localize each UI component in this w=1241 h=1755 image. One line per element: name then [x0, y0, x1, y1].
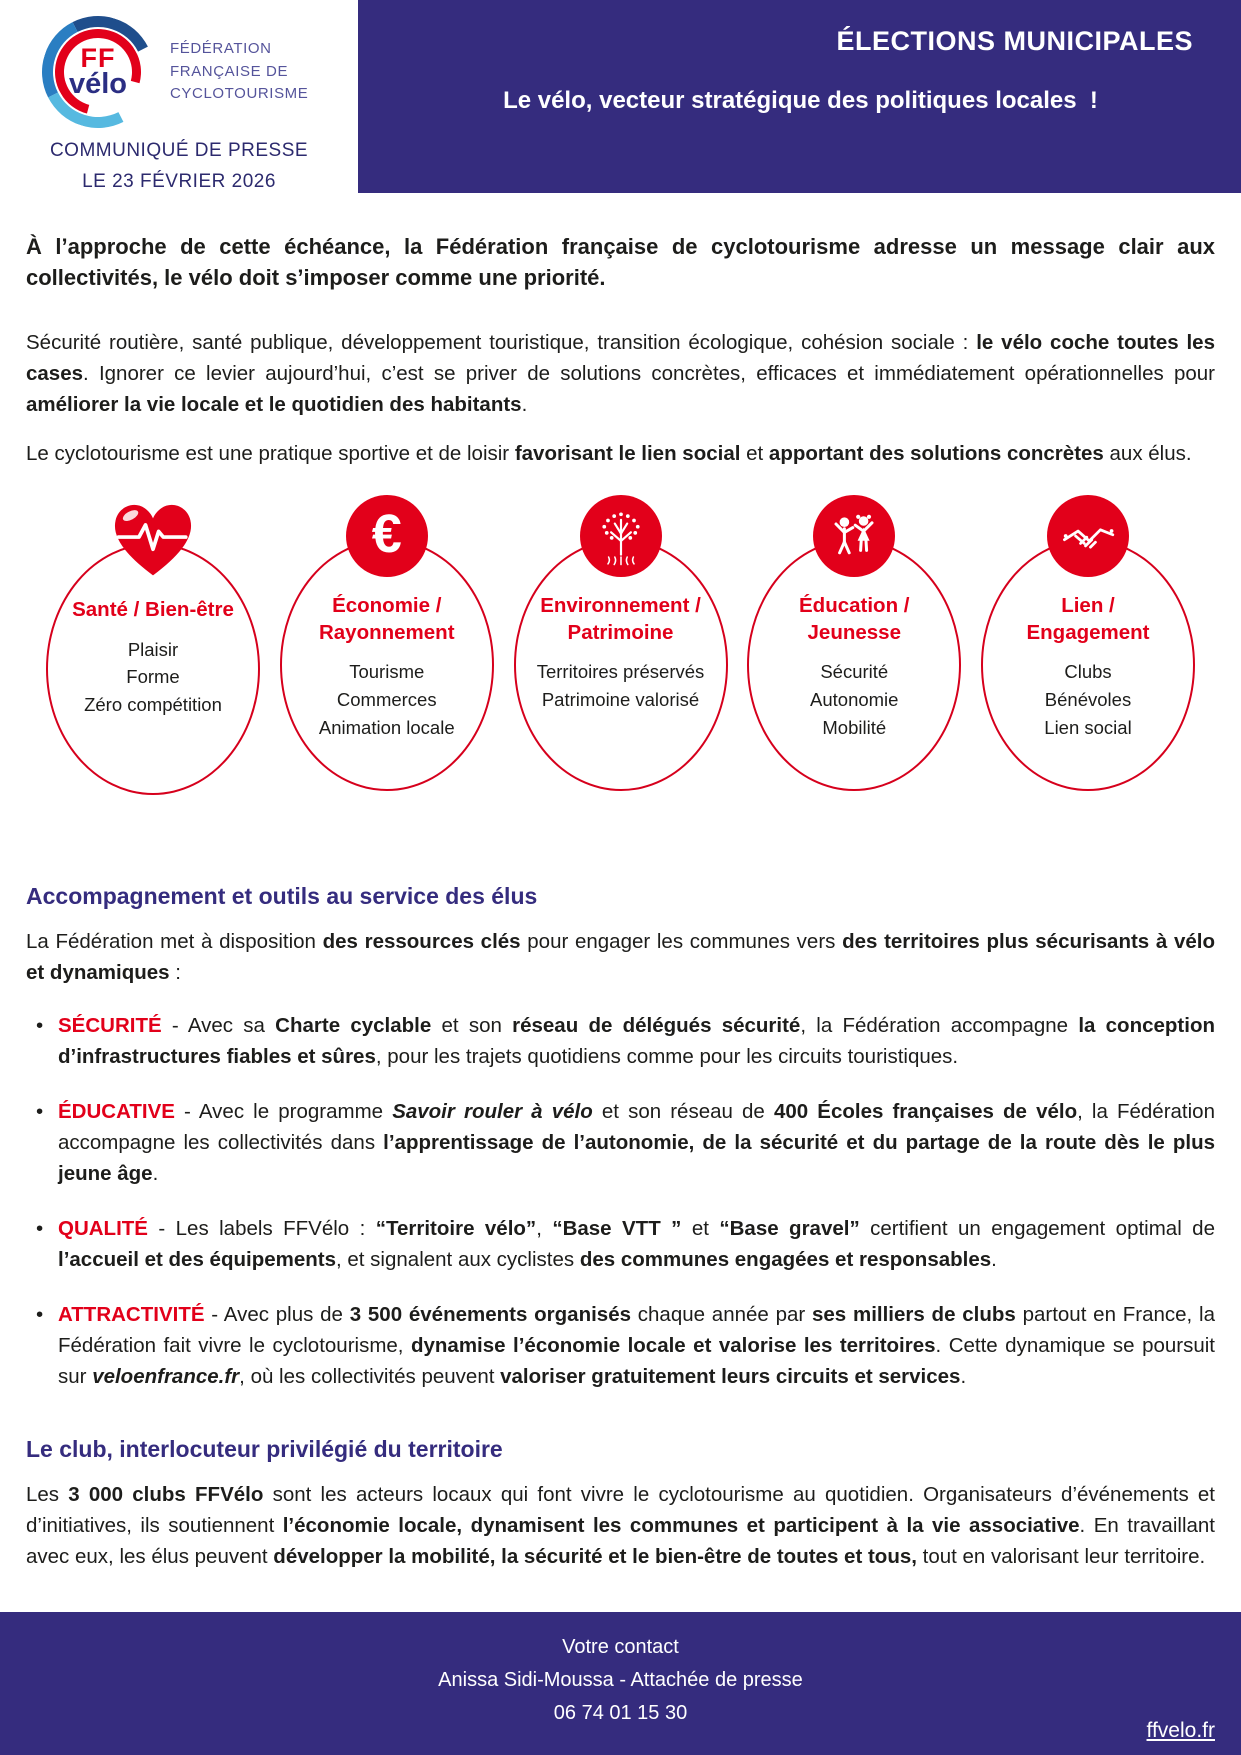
bullet-keyword: QUALITÉ	[58, 1217, 148, 1240]
banner-title: ÉLECTIONS MUNICIPALES	[836, 26, 1193, 56]
circle-environnement	[514, 495, 728, 795]
paragraph-cyclotourisme: Le cyclotourisme est une pratique sportive et de loisir favorisant le lien social et apportant des solutions concrètes aux élus.	[26, 442, 1192, 465]
circle-sante	[46, 495, 260, 795]
children-icon	[813, 495, 895, 577]
tree-icon	[580, 495, 662, 577]
document-body	[0, 231, 1241, 1572]
bullet-text: - Les labels FFVélo : “Territoire vélo”, “Base VTT ” et “Base gravel” certifient un engagement optimal de l’accueil et des équipements, et signalent aux cyclistes des communes engagées et responsables.	[58, 1217, 1215, 1271]
euro-icon: €	[346, 495, 428, 577]
website-link[interactable]: ffvelo.fr	[1146, 1719, 1215, 1742]
logo-velo-text: vélo	[68, 68, 128, 101]
ffvelo-logo	[42, 16, 154, 128]
intro-paragraph: À l’approche de cette échéance, la Fédération française de cyclotourisme adresse un message clair aux collectivités, le vélo doit s’imposer comme une priorité.	[26, 234, 1215, 290]
contact-phone: 06 74 01 15 30	[553, 1702, 688, 1724]
club-paragraph: Les 3 000 clubs FFVélo sont les acteurs locaux qui font vivre le cyclotourisme au quotidien. Organisateurs d’événements et d’initiatives, ils soutiennent l’économie locale, dynamisent les communes et participent à la vie associative. En travaillant avec eux, les élus peuvent développer la mobilité, la sécurité et le bien-être de toutes et tous, tout en valorisant leur territoire.	[26, 1483, 1215, 1568]
bullet-attractivite	[26, 1299, 1215, 1392]
bullet-keyword: ATTRACTIVITÉ	[58, 1303, 205, 1326]
masthead	[0, 0, 1241, 193]
circle-items: Sécurité Autonomie Mobilité	[810, 661, 899, 738]
bullet-keyword: ÉDUCATIVE	[58, 1100, 175, 1123]
section-heading-club: Le club, interlocuteur privilégié du territoire	[26, 1436, 503, 1462]
press-release-label: COMMUNIQUÉ DE PRESSE	[49, 140, 309, 161]
header-banner	[358, 0, 1241, 193]
footer-banner	[0, 1612, 1241, 1755]
press-release-date: LE 23 FÉVRIER 2026	[82, 171, 276, 192]
handshake-icon	[1047, 495, 1129, 577]
contact-name: Anissa Sidi-Moussa - Attachée de presse	[438, 1669, 803, 1691]
circle-title: Environnement / Patrimoine	[540, 594, 701, 644]
bullet-text: - Avec sa Charte cyclable et son réseau de délégués sécurité, la Fédération accompagne la conception d’infrastructures fiables et sûres, pour les trajets quotidiens comme pour les circuits touristiques.	[58, 1014, 1215, 1068]
heart-pulse-icon	[106, 495, 200, 581]
circle-lien	[981, 495, 1195, 795]
bullet-text: - Avec plus de 3 500 événements organisés chaque année par ses milliers de clubs partout en France, la Fédération fait vivre le cyclotourisme, dynamise l’économie locale et valorise les territoires. Cette dynamique se poursuit sur veloenfrance.fr, où les collectivités peuvent valoriser gratuitement leurs circuits et services.	[58, 1303, 1215, 1388]
accompagnement-lead: La Fédération met à disposition des ressources clés pour engager les communes vers des territoires plus sécurisants à vélo et dynamiques :	[26, 930, 1215, 984]
section-heading-accompagnement: Accompagnement et outils au service des élus	[26, 883, 538, 909]
circle-items: Tourisme Commerces Animation locale	[318, 661, 455, 738]
circle-items: Territoires préservés Patrimoine valorisé	[536, 661, 705, 711]
benefit-circles	[46, 495, 1195, 795]
circle-title: Lien / Engagement	[1026, 594, 1150, 644]
bullet-qualite	[26, 1213, 1215, 1275]
bullet-educative	[26, 1096, 1215, 1189]
circle-items: Plaisir Forme Zéro compétition	[84, 638, 222, 716]
org-name: FÉDÉRATION FRANÇAISE DE CYCLOTOURISME	[170, 40, 309, 103]
circle-title: Économie / Rayonnement	[318, 594, 455, 644]
bullet-text: - Avec le programme Savoir rouler à vélo et son réseau de 400 Écoles françaises de vélo, la Fédération accompagne les collectivités dans l’apprentissage de l’autonomie, de la sécurité et du partage de la route dès le plus jeune âge.	[58, 1100, 1215, 1185]
masthead-left	[0, 0, 358, 193]
circle-items: Clubs Bénévoles Lien social	[1044, 661, 1132, 738]
circle-economie	[280, 495, 494, 795]
logo-ff-text: FF	[80, 43, 116, 74]
logo-row	[0, 0, 358, 128]
banner-subtitle: Le vélo, vecteur stratégique des politiques locales !	[503, 87, 1098, 114]
circle-title: Éducation / Jeunesse	[799, 594, 910, 644]
accompagnement-bullets	[26, 1010, 1215, 1392]
circle-education	[747, 495, 961, 795]
bullet-keyword: SÉCURITÉ	[58, 1014, 162, 1037]
paragraph-benefits: Sécurité routière, santé publique, développement touristique, transition écologique, cohésion sociale : le vélo coche toutes les cases. Ignorer ce levier aujourd’hui, c’est se priver de solutions concrètes, efficaces et immédiatement opérationnelles pour améliorer la vie locale et le quotidien des habitants.	[26, 331, 1215, 416]
bullet-securite	[26, 1010, 1215, 1072]
contact-label: Votre contact	[562, 1636, 679, 1658]
logo-wordmark	[42, 16, 154, 128]
circle-title: Santé / Bien-être	[72, 598, 234, 621]
